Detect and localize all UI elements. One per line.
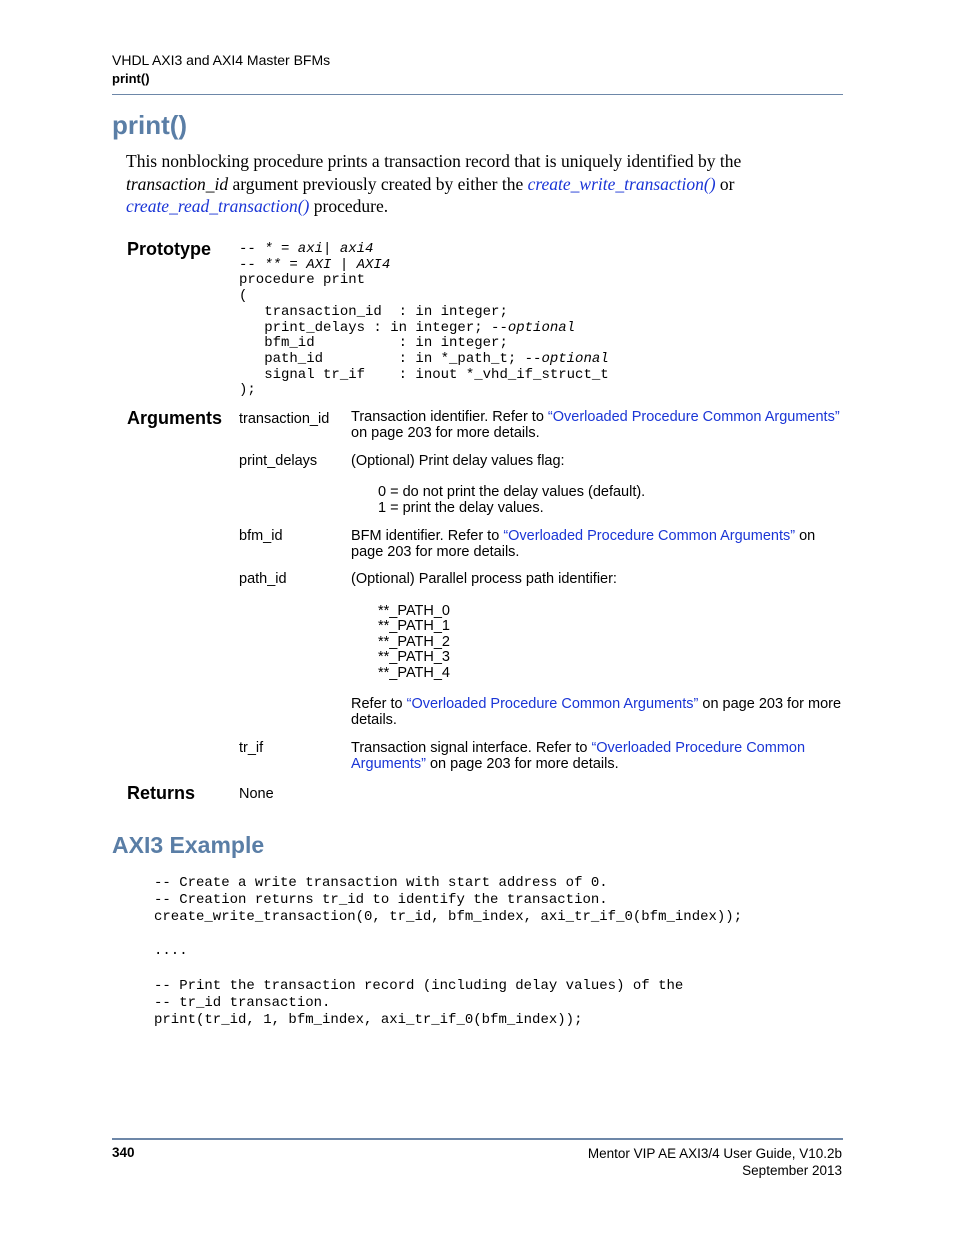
code-line: -- Print the transaction record (including delay values) of the: [154, 977, 684, 994]
code-line: -- tr_id transaction.: [154, 994, 331, 1011]
prototype-line-7: path_id : in *_path_t; --: [239, 350, 542, 367]
footer-rule: [112, 1138, 843, 1140]
arg-desc-text: Refer to: [351, 696, 407, 712]
overloaded-args-link-3[interactable]: “Overloaded Procedure Common Arguments”: [406, 696, 699, 712]
footer-date: September 2013: [742, 1163, 842, 1178]
arg-desc-text: on page 203 for more details.: [351, 528, 816, 560]
overloaded-args-link-1[interactable]: “Overloaded Procedure Common Arguments”: [547, 409, 840, 425]
intro-text-5: procedure.: [309, 196, 389, 216]
arg-name-print-delays: print_delays: [239, 453, 318, 469]
create-read-transaction-link[interactable]: create_read_transaction(): [126, 196, 310, 216]
arg-desc-text: on page 203 for more details.: [425, 756, 619, 772]
arguments-label: Arguments: [127, 408, 223, 428]
arg-desc-bfm-id: [351, 528, 843, 560]
footer-guide-title: Mentor VIP AE AXI3/4 User Guide, V10.2b: [587, 1146, 842, 1161]
path-id-value-2: **_PATH_2: [378, 634, 450, 650]
print-delays-value-1: 1 = print the delay values.: [378, 500, 544, 516]
code-line: -- Create a write transaction with start address of 0.: [154, 875, 608, 891]
path-id-value-3: **_PATH_3: [378, 649, 450, 665]
intro-text-3: argument previously created by either the: [228, 173, 528, 194]
prototype-line-2: procedure print: [239, 272, 366, 289]
prototype-line-9: );: [239, 382, 256, 399]
prototype-line-3: (: [239, 288, 248, 305]
prototype-optional-2: optional: [541, 350, 609, 367]
overloaded-args-link-4[interactable]: “Overloaded Procedure Common Arguments”: [351, 740, 806, 772]
returns-value: None: [239, 786, 274, 802]
path-id-value-0: **_PATH_0: [378, 603, 450, 619]
prototype-line-1: -- ** = AXI | AXI4: [239, 256, 391, 273]
prototype-line-8: signal tr_if : inout *_vhd_if_struct_t: [239, 366, 609, 383]
prototype-line-5: print_delays : in integer; --: [239, 319, 508, 336]
intro-text-1: This nonblocking procedure prints a transaction record that is uniquely identified by the: [126, 151, 742, 171]
arg-name-tr-if: tr_if: [239, 740, 264, 756]
code-line: print(tr_id, 1, bfm_index, axi_tr_if_0(bfm_index));: [154, 1011, 583, 1028]
prototype-line-0: -- * = axi| axi4: [239, 241, 374, 257]
print-delays-value-0: 0 = do not print the delay values (default).: [378, 484, 646, 500]
page-title: print(): [112, 110, 188, 140]
example-heading: AXI3 Example: [112, 832, 265, 858]
intro-text-4: or: [715, 173, 735, 194]
prototype-optional-1: optional: [507, 319, 576, 336]
create-write-transaction-link[interactable]: create_write_transaction(): [527, 173, 716, 194]
arg-desc-transaction-id: [351, 409, 843, 441]
path-id-value-1: **_PATH_1: [378, 618, 450, 634]
page-number: 340: [112, 1145, 135, 1160]
running-header-section: print(): [112, 71, 150, 86]
arg-desc-text: BFM identifier. Refer to: [351, 528, 504, 544]
example-code: [154, 875, 742, 1029]
intro-paragraph: [126, 150, 826, 218]
intro-arg-name: transaction_id: [126, 173, 229, 194]
returns-label: Returns: [127, 783, 196, 803]
code-line: -- Creation returns tr_id to identify the transaction.: [154, 892, 608, 909]
arg-desc-text: Transaction identifier. Refer to: [351, 409, 548, 425]
path-id-value-4: **_PATH_4: [378, 665, 450, 681]
overloaded-args-link-2[interactable]: “Overloaded Procedure Common Arguments”: [503, 528, 796, 544]
arg-name-bfm-id: bfm_id: [239, 528, 283, 544]
arg-desc-text: Transaction signal interface. Refer to: [351, 740, 592, 756]
arg-desc-text: on page 203 for more details.: [351, 696, 842, 728]
header-rule: [112, 94, 843, 95]
arg-desc-text: on page 203 for more details.: [351, 425, 540, 441]
prototype-line-6: bfm_id : in integer;: [239, 335, 508, 352]
running-header-chapter: VHDL AXI3 and AXI4 Master BFMs: [112, 52, 331, 68]
prototype-line-4: transaction_id : in integer;: [239, 303, 508, 320]
arg-desc-tr-if: [351, 740, 843, 772]
code-line: create_write_transaction(0, tr_id, bfm_index, axi_tr_if_0(bfm_index));: [154, 909, 743, 926]
footer-info: [588, 1145, 842, 1179]
prototype-label: Prototype: [127, 239, 212, 259]
prototype-code: [239, 242, 609, 399]
code-line: ....: [154, 943, 188, 960]
arg-desc-path-id-refer: [351, 696, 843, 728]
arg-desc-path-id: (Optional) Parallel process path identifier:: [351, 571, 617, 587]
arg-name-path-id: path_id: [239, 571, 287, 587]
arg-desc-print-delays: (Optional) Print delay values flag:: [351, 453, 565, 469]
arg-name-transaction-id: transaction_id: [239, 411, 330, 427]
